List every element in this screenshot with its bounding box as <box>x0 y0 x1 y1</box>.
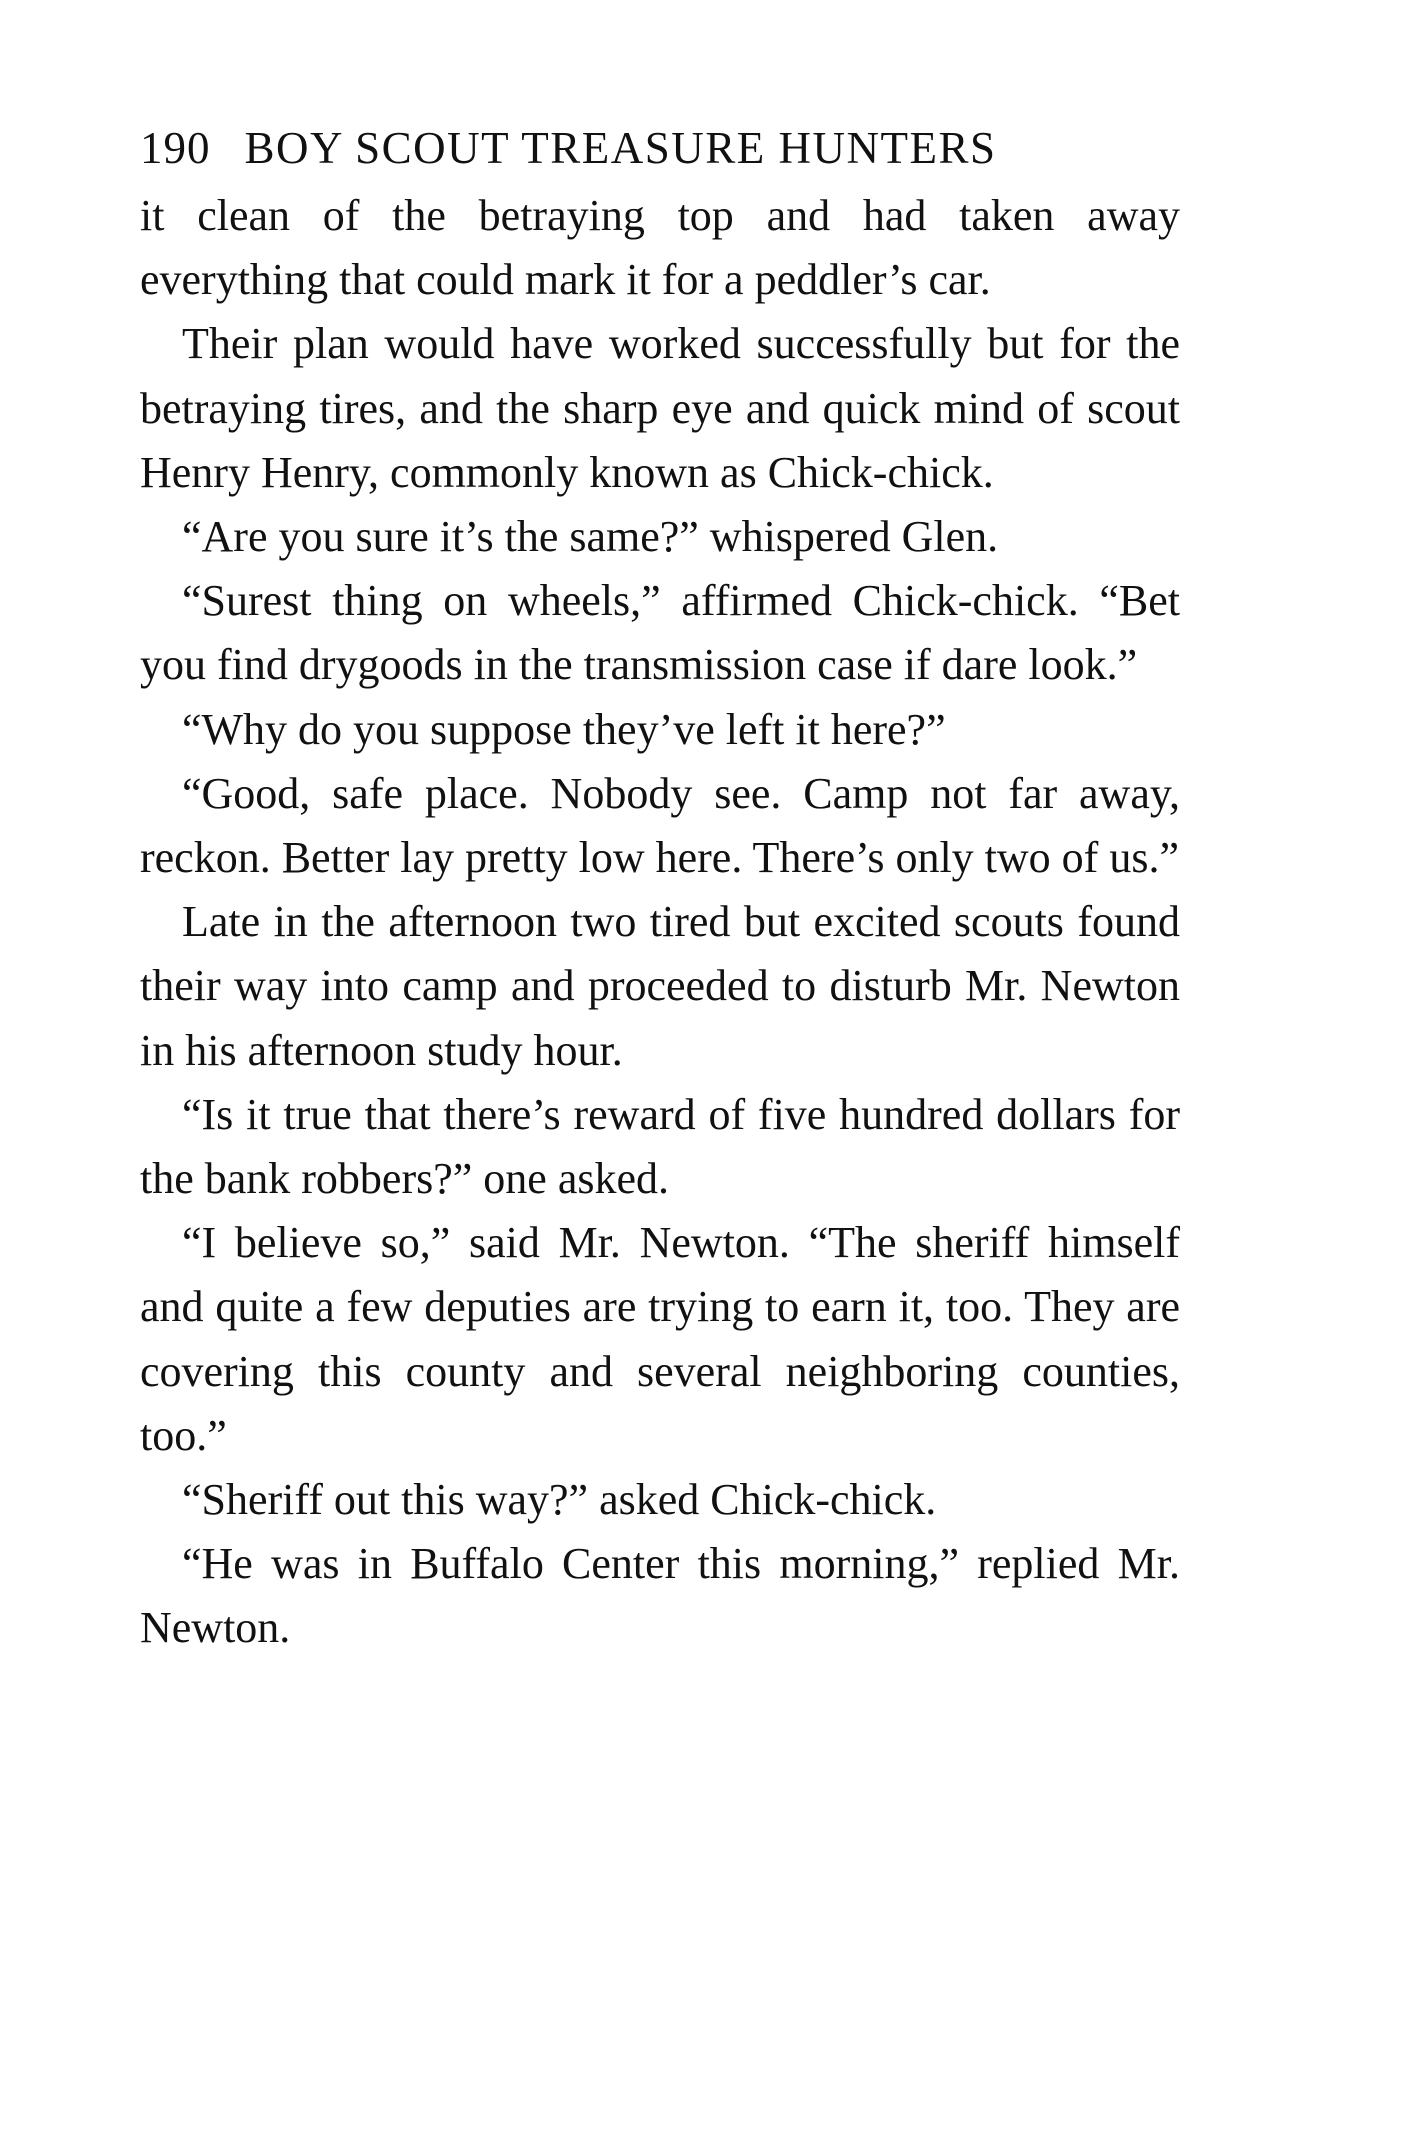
paragraph: “Is it true that there’s reward of five hundred dollars for the bank robbers?” one asked. <box>140 1089 1180 1204</box>
paragraph: “I believe so,” said Mr. Newton. “The sheriff himself and quite a few deputies are trying to earn it, too. They are covering this county and several neighboring counties, too.” <box>140 1218 1180 1460</box>
book-title: BOY SCOUT TREASURE HUNTERS <box>244 123 997 173</box>
paragraph: “Are you sure it’s the same?” whispered Glen. <box>182 512 999 562</box>
paragraph: “Sheriff out this way?” asked Chick-chick. <box>182 1475 937 1525</box>
running-head <box>140 118 1180 178</box>
paragraph: “Why do you suppose they’ve left it here?” <box>182 704 946 754</box>
book-page <box>140 118 1180 1661</box>
body-text <box>140 184 1180 1661</box>
paragraph: Late in the afternoon two tired but excited scouts found their way into camp and proceeded to disturb Mr. Newton in his afternoon study hour. <box>140 897 1180 1075</box>
paragraph: “Surest thing on wheels,” affirmed Chick-chick. “Bet you find drygoods in the transmission case if dare look.” <box>140 576 1180 690</box>
page-number: 190 <box>140 123 211 173</box>
paragraph: “Good, safe place. Nobody see. Camp not far away, reckon. Better lay pretty low here. There’s only two of us.” <box>140 768 1180 883</box>
paragraph: “He was in Buffalo Center this morning,” replied Mr. Newton. <box>140 1539 1180 1653</box>
paragraph: Their plan would have worked successfully but for the betraying tires, and the sharp eye and quick mind of scout Henry Henry, commonly known as Chick-chick. <box>140 319 1180 497</box>
paragraph: it clean of the betraying top and had taken away everything that could mark it for a peddler’s car. <box>140 191 1180 305</box>
